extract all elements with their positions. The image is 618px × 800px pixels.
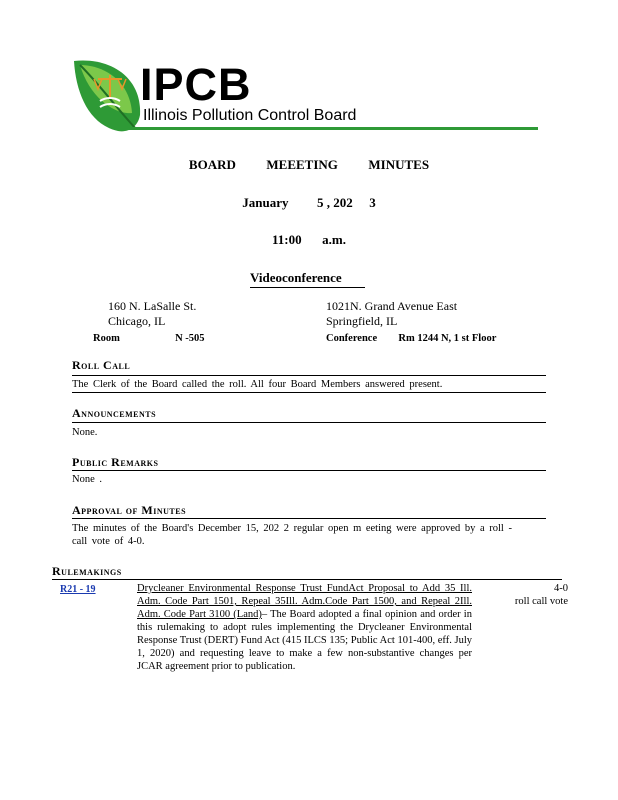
rulemaking-title-underlined: Drycleaner Environmental Response Trust FundAct Proposal to Add 35 Ill. Adm. Code Part 1501, Repeal 35Ill. Adm.Code Part 1500, and Repeal 2Ill. Adm. Code Part 3100 (Land) [137, 583, 472, 620]
rulemaking-vote [490, 582, 568, 608]
date-month: January [242, 195, 289, 210]
vote-label: roll call vote [514, 596, 568, 607]
date-day: 5 , 202 [316, 195, 353, 210]
roll-call-body: The Clerk of the Board called the roll. All four Board Members answered present. [72, 379, 443, 390]
rulemaking-summary: – The Board adopted a final opinion and order in this rulemaking to adopt rules implementing the Drycleaner Environmental Response Trust (DERT) Fund Act (415 ILCS 135; Public Act 101-400, eff. July 1, 2020) and requesting leave to make a few non-substantive changes per JCAR agreement prior to publication. [137, 609, 472, 672]
meeting-mode: Videoconference [250, 270, 365, 288]
header-green-rule [128, 127, 538, 130]
location-springfield [326, 299, 457, 329]
approval-heading: Approval of Minutes [72, 503, 187, 517]
title-word-meeting: MEEETING [266, 157, 338, 172]
announcements-rule [72, 422, 546, 423]
date-year-digit: 3 [369, 195, 376, 210]
roll-call-bottom-rule [72, 392, 546, 393]
ipcb-logo-wordmark: IPCB [140, 59, 252, 110]
announcements-heading: Announcements [72, 406, 157, 420]
rulemaking-description [137, 582, 472, 673]
springfield-room: Conference Rm 1244 N, 1 st Floor [326, 333, 497, 344]
ipcb-logo-leaf [70, 55, 150, 133]
title-word-minutes: MINUTES [368, 157, 430, 172]
location-chicago [108, 299, 196, 329]
public-remarks-rule [72, 470, 546, 471]
approval-rule [72, 518, 546, 519]
roll-call-rule [72, 375, 546, 376]
public-remarks-body: None . [72, 474, 102, 485]
rulemakings-rule [52, 579, 562, 580]
chicago-address: 160 N. LaSalle St. [108, 299, 197, 313]
time-ampm: a.m. [322, 232, 346, 247]
springfield-city: Springfield, IL [326, 314, 398, 328]
announcements-body: None. [72, 427, 98, 438]
roll-call-heading: Roll Call [72, 358, 131, 372]
title-word-board: BOARD [188, 157, 236, 172]
rulemakings-heading: Rulemakings [52, 564, 122, 578]
chicago-room: Room N -505 [93, 333, 205, 344]
springfield-address: 1021N. Grand Avenue East [326, 299, 458, 313]
approval-body-line-1: The minutes of the Board's December 15, 202 2 regular open m eeting were approved by a roll - [72, 523, 512, 534]
meeting-time [0, 232, 618, 248]
time-value: 11:00 [272, 232, 302, 247]
chicago-city: Chicago, IL [108, 314, 166, 328]
meeting-date [0, 195, 618, 211]
public-remarks-heading: Public Remarks [72, 455, 159, 469]
vote-count: 4-0 [554, 583, 568, 594]
document-title [0, 157, 618, 173]
organization-name: Illinois Pollution Control Board [143, 107, 357, 124]
docket-link-r21-19[interactable]: R21 - 19 [60, 584, 96, 595]
approval-body-line-2: call vote of 4-0. [72, 536, 145, 547]
